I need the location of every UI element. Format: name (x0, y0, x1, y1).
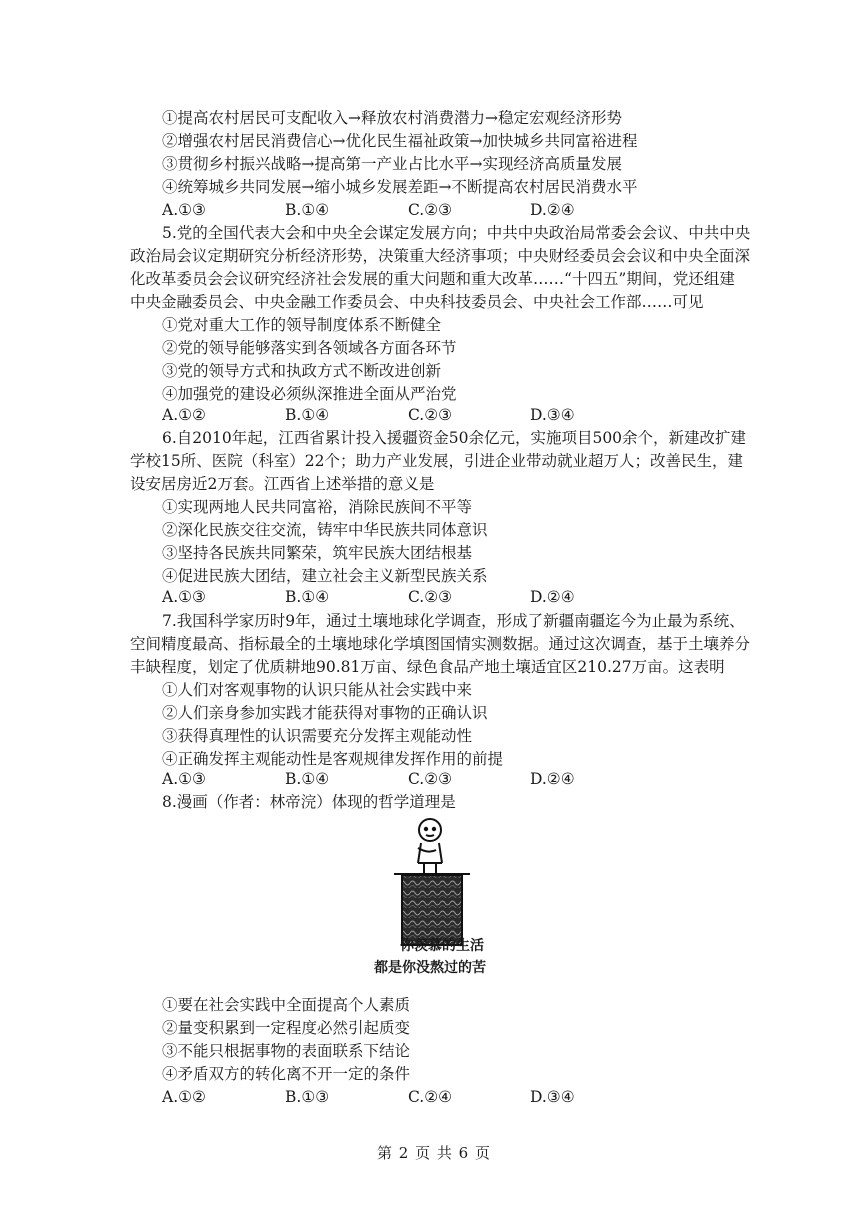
q8-option-1: ①要在社会实践中全面提高个人素质 (162, 996, 411, 1014)
q7-option-2: ②人们亲身参加实践才能获得对事物的正确认识 (162, 704, 488, 722)
q6-stem-line-1: 6.自2010年起，江西省累计投入援疆资金50余亿元，实施项目500余个，新建改扩建 (162, 429, 747, 447)
q7-option-3: ③获得真理性的认识需要充分发挥主观能动性 (162, 727, 473, 745)
q6-choice-a: A.①③ (162, 588, 206, 606)
q7-choice-b: B.①④ (285, 770, 330, 788)
q7-choice-c: C.②③ (408, 770, 453, 788)
q6-choice-d: D.②④ (530, 588, 575, 606)
q4-option-3: ③贯彻乡村振兴战略→提高第一产业占比水平→实现经济高质量发展 (162, 155, 622, 173)
q4-choice-c: C.②③ (408, 201, 453, 219)
pit-shape (402, 875, 462, 945)
q8-option-4: ④矛盾双方的转化离不开一定的条件 (162, 1065, 411, 1083)
q8-stem: 8.漫画（作者：林帝浣）体现的哲学道理是 (162, 793, 456, 811)
q4-choice-d: D.②④ (530, 201, 575, 219)
q7-stem-line-3: 丰缺程度，划定了优质耕地90.81万亩、绿色食品产地土壤适宜区210.27万亩。这表明 (130, 658, 725, 676)
q5-stem-line-4: 中央金融委员会、中央金融工作委员会、中央科技委员会、中央社会工作部……可见 (130, 293, 704, 311)
q7-option-4: ④正确发挥主观能动性是客观规律发挥作用的前提 (162, 750, 504, 768)
q6-option-4: ④促进民族大团结，建立社会主义新型民族关系 (162, 567, 488, 585)
q5-stem-line-2: 政治局会议定期研究分析经济形势，决策重大经济事项；中央财经委员会会议和中央全面深 (130, 247, 751, 265)
q7-choice-a: A.①③ (162, 770, 206, 788)
cartoon-caption-line-1: 你羡慕的生活 (400, 938, 484, 954)
q6-option-1: ①实现两地人民共同富裕，消除民族间不平等 (162, 498, 473, 516)
q4-option-1: ①提高农村居民可支配收入→释放农村消费潜力→稳定宏观经济形势 (162, 109, 622, 127)
q5-choice-d: D.③④ (530, 406, 575, 424)
q8-choice-c: C.②④ (408, 1088, 453, 1106)
q8-choice-d: D.③④ (530, 1088, 575, 1106)
q6-option-2: ②深化民族交往交流，铸牢中华民族共同体意识 (162, 521, 488, 539)
q4-choice-a: A.①③ (162, 201, 206, 219)
q5-option-3: ③党的领导方式和执政方式不断改进创新 (162, 362, 442, 380)
q4-choice-b: B.①④ (285, 201, 330, 219)
cartoon-caption-line-2: 都是你没熬过的苦 (374, 960, 486, 976)
q5-choice-a: A.①② (162, 406, 206, 424)
q6-choice-b: B.①④ (285, 588, 330, 606)
q6-stem-line-2: 学校15所、医院（科室）22个；助力产业发展，引进企业带动就业超万人；改善民生，建 (130, 452, 743, 470)
q7-stem-line-1: 7.我国科学家历时9年，通过土壤地球化学调查，形成了新疆南疆迄今为止最为系统、 (162, 612, 745, 630)
q5-choice-b: B.①④ (285, 406, 330, 424)
q6-option-3: ③坚持各民族共同繁荣，筑牢民族大团结根基 (162, 544, 473, 562)
q6-stem-line-3: 设安居房近2万套。江西省上述举措的意义是 (130, 475, 435, 493)
person-figure (418, 819, 442, 873)
page-number-footer: 第 2 页 共 6 页 (377, 1144, 491, 1162)
q5-choice-c: C.②③ (408, 406, 453, 424)
q5-stem-line-1: 5.党的全国代表大会和中央全会谋定发展方向；中共中央政治局常委会会议、中共中央 (162, 224, 751, 242)
q4-option-4: ④统筹城乡共同发展→缩小城乡发展差距→不断提高农村居民消费水平 (162, 178, 638, 196)
q6-choice-c: C.②③ (408, 588, 453, 606)
q7-option-1: ①人们对客观事物的认识只能从社会实践中来 (162, 681, 473, 699)
q7-stem-line-2: 空间精度最高、指标最全的土壤地球化学填图国情实测数据。通过这次调查，基于土壤养分 (130, 635, 751, 653)
q5-option-4: ④加强党的建设必须纵深推进全面从严治党 (162, 385, 457, 403)
q5-option-1: ①党对重大工作的领导制度体系不断健全 (162, 316, 442, 334)
q8-choice-b: B.①③ (285, 1088, 330, 1106)
q8-option-3: ③不能只根据事物的表面联系下结论 (162, 1042, 411, 1060)
q8-choice-a: A.①② (162, 1088, 206, 1106)
q8-option-2: ②量变积累到一定程度必然引起质变 (162, 1019, 411, 1037)
q7-choice-d: D.②④ (530, 770, 575, 788)
q5-option-2: ②党的领导能够落实到各领域各方面各环节 (162, 339, 457, 357)
q5-stem-line-3: 化改革委员会会议研究经济社会发展的重大问题和重大改革……“十四五”期间，党还组建 (130, 270, 735, 288)
q4-option-2: ②增强农村居民消费信心→优化民生福祉政策→加快城乡共同富裕进程 (162, 132, 638, 150)
